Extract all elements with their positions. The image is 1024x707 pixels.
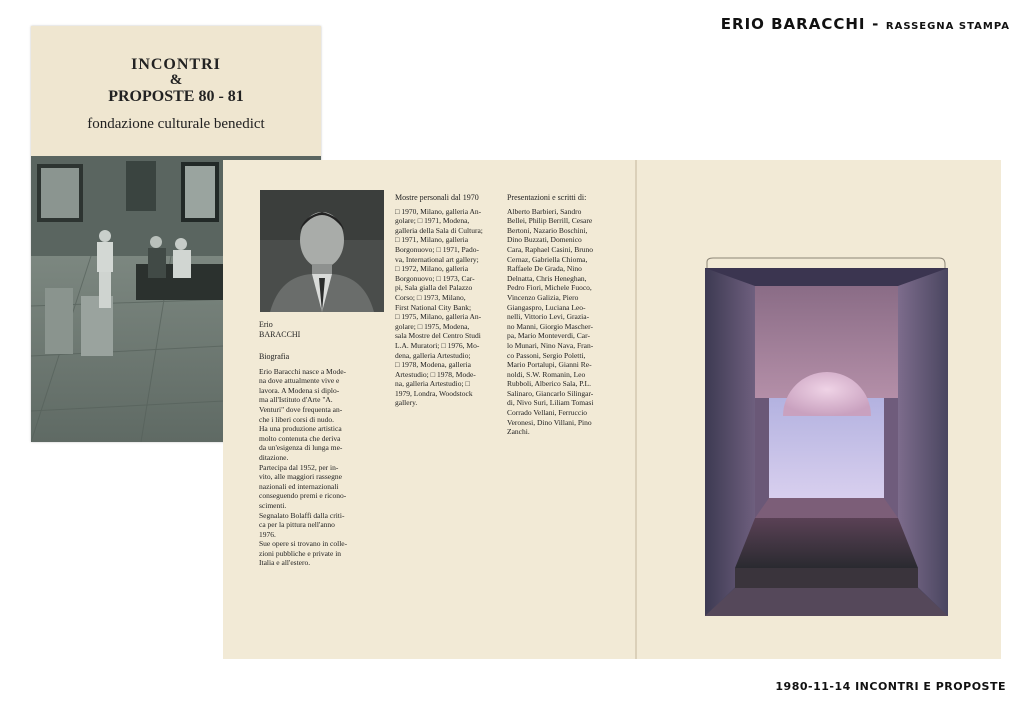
presentazioni-line: Vincenzo Galizia, Piero xyxy=(507,292,579,302)
presentazioni-line: Giangaspro, Luciana Leo- xyxy=(507,302,586,312)
mostre-line: □ 1978, Modena, galleria xyxy=(395,360,471,370)
presentazioni-line: di, Nivo Suri, Liliam Tomasi xyxy=(507,398,594,408)
bio-line: da un'esigenza di lunga me- xyxy=(259,443,343,453)
header-subtitle: RASSEGNA STAMPA xyxy=(885,21,1010,32)
bio-line: Sue opere si trovano in colle- xyxy=(259,539,348,549)
mostre-line: First National City Bank; xyxy=(395,302,472,312)
bio-line: na dove attualmente vive e xyxy=(259,376,340,386)
bio-line: Segnalato Bolaffi dalla criti- xyxy=(259,510,345,520)
presentazioni-line: pa, Mario Monteverdi, Car- xyxy=(507,331,590,341)
presentations-heading: Presentazioni e scritti di: xyxy=(507,193,587,202)
cover-title-line2: & xyxy=(169,72,183,88)
bio-line: nazionali ed internazionali xyxy=(259,481,339,491)
presentazioni-line: noldi, S.W. Romanin, Leo xyxy=(507,369,586,379)
cover-foundation-name: fondazione culturale benedict xyxy=(87,116,265,132)
mostre-line: pi, Sala gialla del Palazzo xyxy=(395,283,473,293)
bio-line: ma all'Istituto d'Arte "A. xyxy=(259,395,333,405)
presentazioni-line: Dino Buzzati, Domenico xyxy=(507,235,582,245)
mostre-line: Corso; □ 1973, Milano, xyxy=(395,292,466,302)
presentazioni-line: Raffaele De Grada, Nino xyxy=(507,264,582,274)
artist-name xyxy=(259,320,300,340)
presentazioni-line: Bertoni, Nazario Boschini, xyxy=(507,225,588,235)
footer-caption: 1980-11-14 INCONTRI E PROPOSTE xyxy=(775,680,1006,693)
mostre-line: galleria della Sala di Cultura; xyxy=(395,225,483,235)
mostre-line: golare; □ 1971, Modena, xyxy=(395,216,470,226)
biography-text xyxy=(259,367,374,568)
mostre-line: dena, galleria Artestudio; xyxy=(395,350,471,360)
bio-line: Ha una produzione artistica xyxy=(259,424,342,434)
biography-section xyxy=(259,352,374,568)
presentazioni-line: Corrado Vellani, Ferruccio xyxy=(507,408,588,418)
mostre-line: □ 1970, Milano, galleria An- xyxy=(395,206,482,216)
bio-line: vito, alle maggiori rassegne xyxy=(259,472,342,482)
mostre-line: Artestudio; □ 1978, Mode- xyxy=(395,369,476,379)
bio-line: Erio Baracchi nasce a Mode- xyxy=(259,366,347,376)
mostre-line: va, International art gallery; xyxy=(395,254,479,264)
mostre-line: golare; □ 1975, Modena, xyxy=(395,321,470,331)
header-separator: - xyxy=(872,15,880,33)
solo-exhibitions-heading: Mostre personali dal 1970 xyxy=(395,193,479,202)
bio-line: molto contenuta che deriva xyxy=(259,433,341,443)
cover-title-line3: PROPOSTE 80 - 81 xyxy=(108,88,244,105)
bio-line: Italia e all'estero. xyxy=(259,558,311,568)
mostre-line: Borgonuovo; □ 1971, Pado- xyxy=(395,244,479,254)
presentazioni-line: co Passoni, Sergio Poletti, xyxy=(507,350,586,360)
presentazioni-line: Salinaro, Giancarlo Silingar- xyxy=(507,388,594,398)
mostre-line: □ 1971, Milano, galleria xyxy=(395,235,469,245)
mostre-line: □ 1975, Milano, galleria An- xyxy=(395,312,482,322)
brochure-fold xyxy=(635,160,637,659)
page-header-title xyxy=(721,14,1010,33)
presentazioni-line: Cernaz, Gabriella Chioma, xyxy=(507,254,588,264)
mostre-line: □ 1972, Milano, galleria xyxy=(395,264,469,274)
bio-line: ditazione. xyxy=(259,452,289,462)
presentazioni-line: Zanchi. xyxy=(507,427,530,437)
solo-exhibitions-section xyxy=(395,193,503,408)
bio-line: lavora. A Modena si diplo- xyxy=(259,385,340,395)
presentazioni-line: Alberto Barbieri, Sandro xyxy=(507,206,582,216)
presentazioni-line: nelli, Vittorio Levi, Grazia- xyxy=(507,312,590,322)
biography-heading: Biografia xyxy=(259,352,290,361)
artist-portrait-photo xyxy=(260,190,384,312)
presentazioni-line: Veronesi, Dino Villani, Pino xyxy=(507,417,592,427)
artwork-reproduction xyxy=(705,268,948,616)
presentazioni-line: Rubboli, Alberico Sala, P.L. xyxy=(507,379,591,389)
mostre-line: na, galleria Artestudio; □ xyxy=(395,379,470,389)
mostre-line: 1979, Londra, Woodstock xyxy=(395,388,473,398)
bio-line: zioni pubbliche e private in xyxy=(259,548,342,558)
mostre-line: gallery. xyxy=(395,398,418,408)
bio-line: ca per la pittura nell'anno xyxy=(259,520,335,530)
bio-line: conseguendo premi e ricono- xyxy=(259,491,347,501)
cover-title-line1: INCONTRI xyxy=(131,56,221,73)
cover-title-block xyxy=(31,26,321,156)
mostre-line: L.A. Muratori; □ 1976, Mo- xyxy=(395,340,480,350)
presentations-section xyxy=(507,193,619,437)
artist-last-name: BARACCHI xyxy=(259,330,301,339)
mostre-line: sala Mostre del Centro Studi xyxy=(395,331,481,341)
presentazioni-line: Delnatta, Chris Heneghan, xyxy=(507,273,587,283)
presentazioni-line: lo Munari, Nino Nava, Fran- xyxy=(507,340,594,350)
mostre-line: Borgonuovo; □ 1973, Car- xyxy=(395,273,475,283)
bio-line: Partecipa dal 1952, per in- xyxy=(259,462,339,472)
presentazioni-line: no Manni, Giorgio Mascher- xyxy=(507,321,593,331)
presentazioni-line: Cara, Raphael Casini, Bruno xyxy=(507,244,594,254)
header-artist-name: ERIO BARACCHI xyxy=(720,15,866,33)
bio-line: scimenti. xyxy=(259,500,287,510)
bio-line: 1976. xyxy=(259,529,276,539)
artist-first-name: Erio xyxy=(259,320,273,329)
bio-line: Venturi" dove frequenta an- xyxy=(259,404,343,414)
presentazioni-line: Pedro Fiori, Michele Fuoco, xyxy=(507,283,592,293)
open-brochure xyxy=(223,160,1001,659)
presentazioni-line: Mario Portalupi, Gianni Re- xyxy=(507,360,592,370)
bio-line: che i liberi corsi di nudo. xyxy=(259,414,334,424)
presentazioni-line: Bellei, Philip Berrill, Cesare xyxy=(507,216,593,226)
